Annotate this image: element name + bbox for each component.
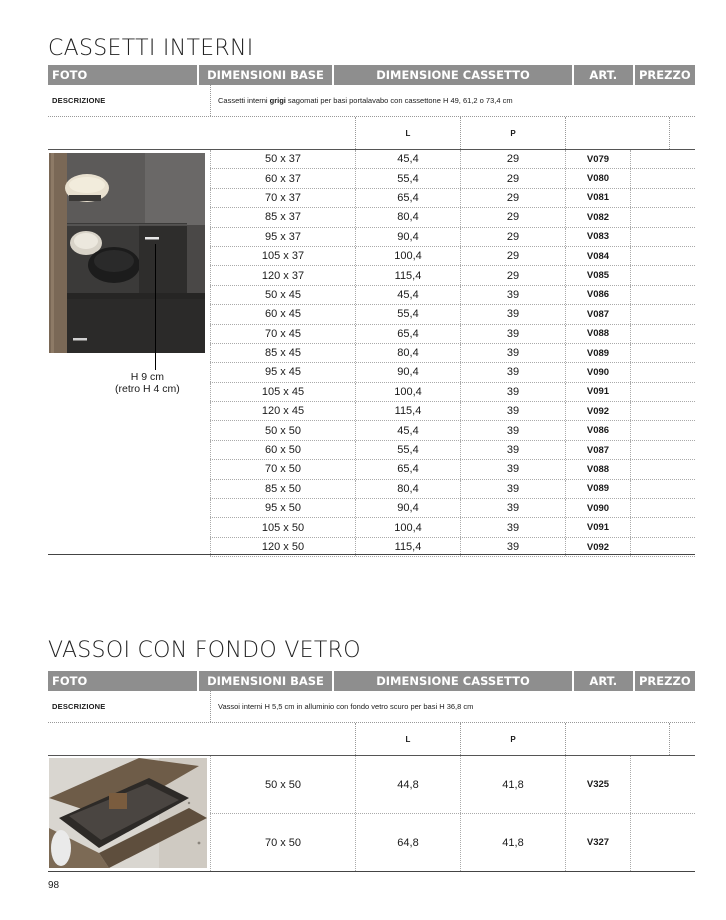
cell-art: V088 xyxy=(565,325,630,343)
description-row xyxy=(48,691,695,723)
cell-p: 39 xyxy=(460,305,565,323)
table-header xyxy=(48,65,695,85)
header-prezzo: PREZZO xyxy=(639,674,691,688)
photo-caption: H 9 cm (retro H 4 cm) xyxy=(115,371,180,395)
cell-art: V091 xyxy=(565,383,630,401)
cell-p: 39 xyxy=(460,460,565,478)
table-row xyxy=(210,480,695,499)
cell-base: 85 x 45 xyxy=(210,344,355,362)
table-row xyxy=(210,441,695,460)
cell-art: V081 xyxy=(565,189,630,207)
description-text: Vassoi interni H 5,5 cm in alluminio con fondo vetro scuro per basi H 36,8 cm xyxy=(210,691,473,722)
cell-l: 90,4 xyxy=(355,363,460,381)
cell-prezzo xyxy=(630,421,695,439)
cell-prezzo xyxy=(630,363,695,381)
section-title-vassoi: VASSOI CON FONDO VETRO xyxy=(48,638,361,663)
table-row xyxy=(210,518,695,537)
cell-art: V087 xyxy=(565,441,630,459)
description-text: Cassetti interni grigi sagomati per basi portalavabo con cassettone H 49, 61,2 o 73,4 cm xyxy=(210,85,513,116)
cell-prezzo xyxy=(630,228,695,246)
cell-art: V092 xyxy=(565,538,630,556)
cell-p: 39 xyxy=(460,518,565,536)
cell-art: V087 xyxy=(565,305,630,323)
table-row xyxy=(210,169,695,188)
cell-prezzo xyxy=(630,266,695,284)
cell-base: 60 x 37 xyxy=(210,169,355,187)
cell-l: 44,8 xyxy=(355,756,460,813)
cell-prezzo xyxy=(630,402,695,420)
cell-base: 50 x 37 xyxy=(210,150,355,168)
header-cassetto: DIMENSIONE CASSETTO xyxy=(334,65,574,85)
cell-prezzo xyxy=(630,305,695,323)
cell-base: 70 x 45 xyxy=(210,325,355,343)
cell-art: V085 xyxy=(565,266,630,284)
table-row xyxy=(210,266,695,285)
page-number: 98 xyxy=(48,880,60,891)
cell-prezzo xyxy=(630,460,695,478)
cell-prezzo xyxy=(630,480,695,498)
header-prezzo: PREZZO xyxy=(639,68,691,82)
cell-l: 100,4 xyxy=(355,247,460,265)
cell-art: V082 xyxy=(565,208,630,226)
table-row xyxy=(210,150,695,169)
cell-art: V092 xyxy=(565,402,630,420)
cell-prezzo xyxy=(630,286,695,304)
cell-l: 45,4 xyxy=(355,421,460,439)
cell-p: 29 xyxy=(460,228,565,246)
cell-art: V086 xyxy=(565,421,630,439)
cell-p: 39 xyxy=(460,402,565,420)
subheader-p: P xyxy=(460,723,565,755)
cell-l: 45,4 xyxy=(355,286,460,304)
cell-art: V327 xyxy=(565,814,630,871)
cell-prezzo xyxy=(630,169,695,187)
cell-base: 60 x 45 xyxy=(210,305,355,323)
table-row xyxy=(210,814,695,872)
cell-art: V089 xyxy=(565,344,630,362)
caption-pointer xyxy=(155,244,156,370)
cell-l: 55,4 xyxy=(355,169,460,187)
cell-art: V089 xyxy=(565,480,630,498)
cell-l: 115,4 xyxy=(355,266,460,284)
table-row xyxy=(210,460,695,479)
cell-art: V091 xyxy=(565,518,630,536)
cell-p: 41,8 xyxy=(460,814,565,871)
cell-art: V088 xyxy=(565,460,630,478)
product-photo-cassetti xyxy=(49,153,205,353)
cell-base: 120 x 37 xyxy=(210,266,355,284)
table-body-vassoi xyxy=(210,756,695,872)
cell-prezzo xyxy=(630,247,695,265)
cell-p: 39 xyxy=(460,441,565,459)
cell-prezzo xyxy=(630,150,695,168)
cell-l: 80,4 xyxy=(355,480,460,498)
table-row xyxy=(210,208,695,227)
cell-base: 95 x 50 xyxy=(210,499,355,517)
cell-p: 29 xyxy=(460,266,565,284)
cell-prezzo xyxy=(630,189,695,207)
cell-l: 64,8 xyxy=(355,814,460,871)
cell-base: 105 x 45 xyxy=(210,383,355,401)
cell-p: 29 xyxy=(460,208,565,226)
cell-base: 120 x 45 xyxy=(210,402,355,420)
cell-base: 60 x 50 xyxy=(210,441,355,459)
table-row xyxy=(210,228,695,247)
cell-l: 90,4 xyxy=(355,228,460,246)
cell-p: 29 xyxy=(460,169,565,187)
header-base: DIMENSIONI BASE xyxy=(199,671,334,691)
table-bottom-rule xyxy=(48,871,695,872)
cell-base: 85 x 50 xyxy=(210,480,355,498)
subheader-row xyxy=(48,117,695,150)
cell-l: 100,4 xyxy=(355,518,460,536)
table-row xyxy=(210,247,695,266)
cell-base: 105 x 37 xyxy=(210,247,355,265)
subheader-p: P xyxy=(460,117,565,149)
cell-l: 115,4 xyxy=(355,538,460,556)
header-cassetto: DIMENSIONE CASSETTO xyxy=(334,671,574,691)
cell-l: 90,4 xyxy=(355,499,460,517)
cell-art: V084 xyxy=(565,247,630,265)
header-art: ART. xyxy=(574,671,635,691)
cell-l: 80,4 xyxy=(355,344,460,362)
table-row xyxy=(210,383,695,402)
cell-art: V080 xyxy=(565,169,630,187)
cell-base: 50 x 50 xyxy=(210,756,355,813)
cell-art: V079 xyxy=(565,150,630,168)
cell-art: V083 xyxy=(565,228,630,246)
drawer-illustration xyxy=(49,153,205,353)
table-row xyxy=(210,421,695,440)
cell-art: V090 xyxy=(565,363,630,381)
cell-base: 85 x 37 xyxy=(210,208,355,226)
cell-base: 70 x 37 xyxy=(210,189,355,207)
cell-p: 29 xyxy=(460,247,565,265)
cell-art: V090 xyxy=(565,499,630,517)
cell-base: 70 x 50 xyxy=(210,814,355,871)
table-row xyxy=(210,189,695,208)
description-row xyxy=(48,85,695,117)
cell-l: 55,4 xyxy=(355,305,460,323)
cell-p: 41,8 xyxy=(460,756,565,813)
cell-base: 50 x 45 xyxy=(210,286,355,304)
cell-prezzo xyxy=(630,344,695,362)
table-row xyxy=(210,305,695,324)
cell-l: 115,4 xyxy=(355,402,460,420)
subheader-l: L xyxy=(355,117,460,149)
cell-p: 39 xyxy=(460,383,565,401)
cell-prezzo xyxy=(630,814,695,871)
cell-base: 70 x 50 xyxy=(210,460,355,478)
description-label: DESCRIZIONE xyxy=(52,96,106,105)
table-row xyxy=(210,402,695,421)
cell-p: 39 xyxy=(460,363,565,381)
cell-prezzo xyxy=(630,499,695,517)
cell-p: 39 xyxy=(460,344,565,362)
cell-prezzo xyxy=(630,208,695,226)
subheader-row xyxy=(48,723,695,756)
header-foto: FOTO xyxy=(48,65,199,85)
cell-p: 39 xyxy=(460,286,565,304)
cell-base: 95 x 37 xyxy=(210,228,355,246)
cell-art: V086 xyxy=(565,286,630,304)
product-photo-vassoi xyxy=(49,758,207,868)
table-row xyxy=(210,363,695,382)
table-bottom-rule xyxy=(48,554,695,555)
cell-p: 29 xyxy=(460,150,565,168)
cell-prezzo xyxy=(630,756,695,813)
table-row xyxy=(210,499,695,518)
subheader-l: L xyxy=(355,723,460,755)
brand-mark xyxy=(145,237,159,240)
cell-p: 39 xyxy=(460,421,565,439)
section-title-cassetti: CASSETTI INTERNI xyxy=(48,36,254,61)
cell-prezzo xyxy=(630,441,695,459)
table-row xyxy=(210,325,695,344)
table-row xyxy=(210,756,695,814)
cell-base: 50 x 50 xyxy=(210,421,355,439)
cell-l: 65,4 xyxy=(355,460,460,478)
cell-prezzo xyxy=(630,383,695,401)
cell-base: 120 x 50 xyxy=(210,538,355,556)
cell-l: 65,4 xyxy=(355,325,460,343)
cell-l: 45,4 xyxy=(355,150,460,168)
table-body-cassetti xyxy=(210,150,695,557)
cell-p: 29 xyxy=(460,189,565,207)
cell-art: V325 xyxy=(565,756,630,813)
table-header xyxy=(48,671,695,691)
cell-base: 105 x 50 xyxy=(210,518,355,536)
table-row xyxy=(210,286,695,305)
cell-l: 55,4 xyxy=(355,441,460,459)
cell-p: 39 xyxy=(460,499,565,517)
table-row xyxy=(210,344,695,363)
tray-illustration xyxy=(49,758,207,868)
cell-p: 39 xyxy=(460,538,565,556)
description-label: DESCRIZIONE xyxy=(52,702,106,711)
cell-p: 39 xyxy=(460,480,565,498)
header-foto: FOTO xyxy=(48,671,199,691)
cell-prezzo xyxy=(630,325,695,343)
header-base: DIMENSIONI BASE xyxy=(199,65,334,85)
header-art: ART. xyxy=(574,65,635,85)
cell-p: 39 xyxy=(460,325,565,343)
cell-l: 100,4 xyxy=(355,383,460,401)
cell-prezzo xyxy=(630,518,695,536)
cell-l: 80,4 xyxy=(355,208,460,226)
cell-base: 95 x 45 xyxy=(210,363,355,381)
cell-l: 65,4 xyxy=(355,189,460,207)
